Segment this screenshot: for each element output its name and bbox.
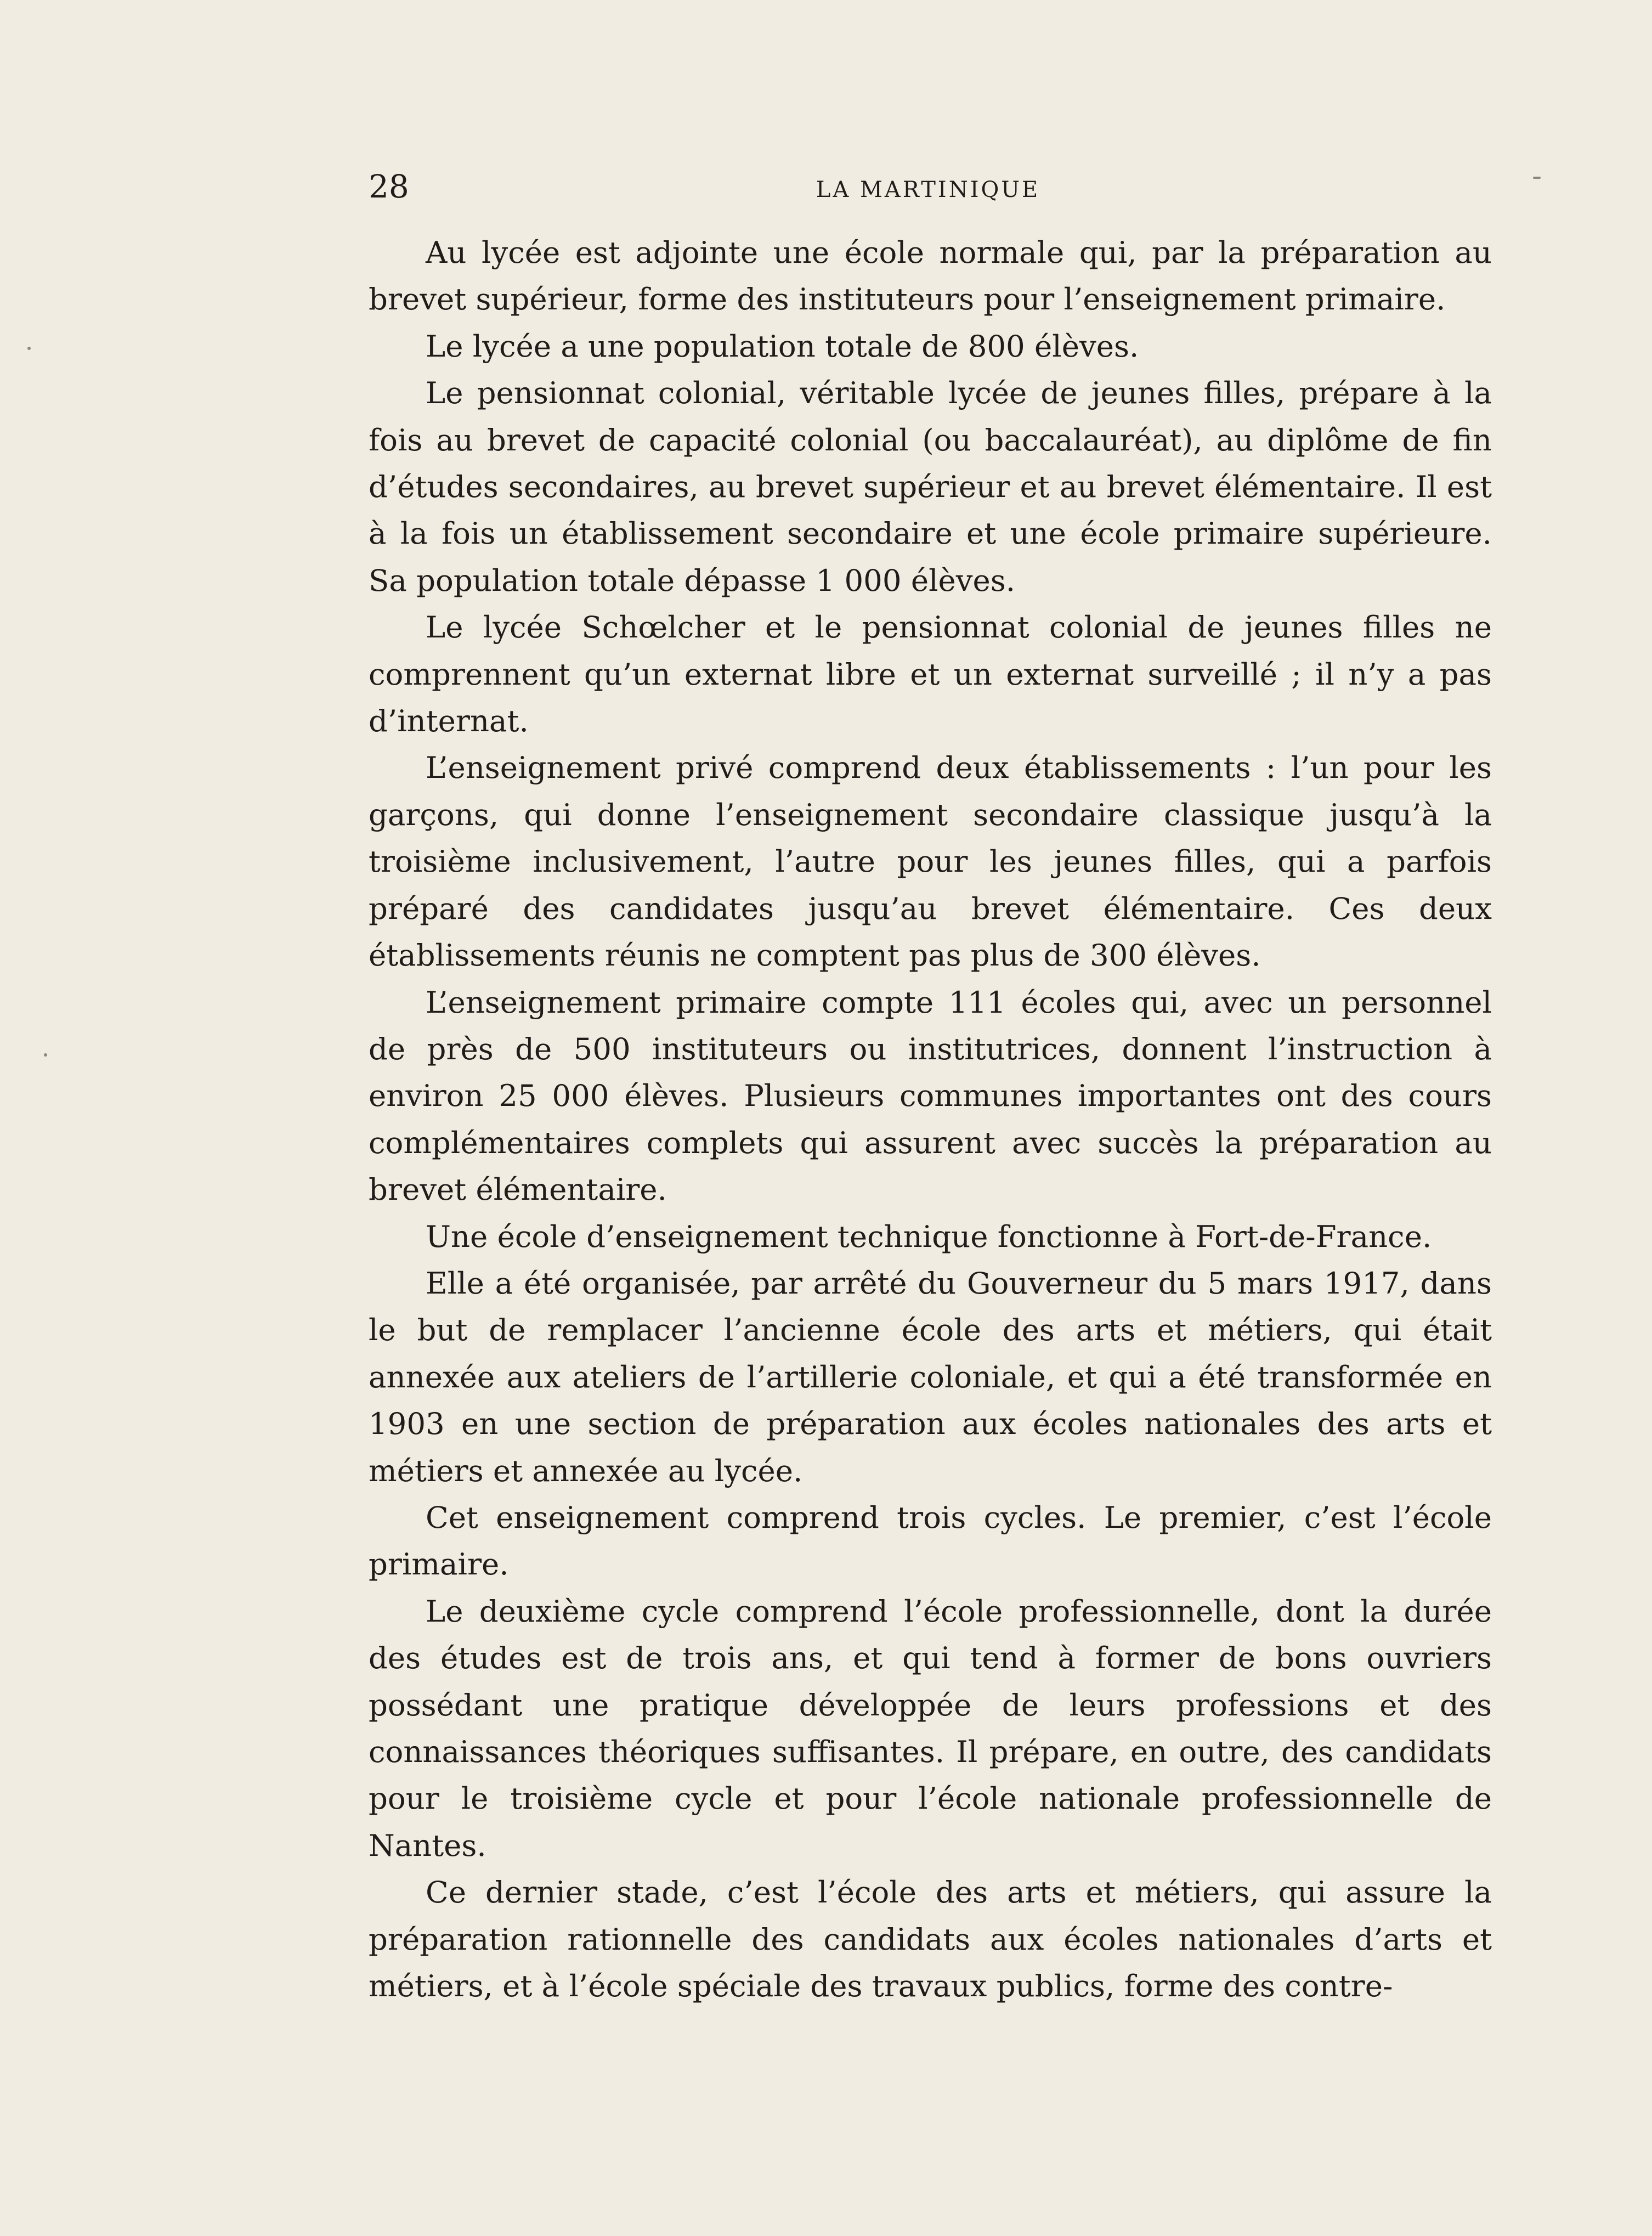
paper-speck xyxy=(27,347,31,350)
page-number: 28 xyxy=(369,168,409,205)
paper-speck xyxy=(1533,177,1541,179)
page-body xyxy=(369,229,1492,2009)
paragraph: Le lycée a une population totale de 800 élèves. xyxy=(426,328,1139,364)
paragraph: Le pensionnat colonial, véritable lycée de jeunes filles, prépare à la fois au brevet de capacité colonial (ou baccalauréat), au diplôme de fin d’études secondaires, au brevet supérieur et au brevet élémentaire. Il est à la fois un établissement secondaire et une école primaire supérieure. Sa population totale dépasse 1 000 élèves. xyxy=(369,375,1492,598)
paragraph: Ce dernier stade, c’est l’école des arts et métiers, qui assure la préparation rationnelle des candidats aux écoles nationales d’arts et métiers, et à l’école spéciale des travaux publics, forme des contre- xyxy=(369,1874,1492,2004)
paragraph: Une école d’enseignement technique fonctionne à Fort-de-France. xyxy=(426,1218,1432,1254)
paragraph: L’enseignement primaire compte 111 écoles qui, avec un personnel de près de 500 instituteurs ou institutrices, donnent l’instruction à environ 25 000 élèves. Plusieurs communes importantes ont des cours complémentaires complets qui assurent avec succès la préparation au brevet élémentaire. xyxy=(369,984,1492,1207)
paragraph: Le lycée Schœlcher et le pensionnat colonial de jeunes filles ne comprennent qu’un externat libre et un externat surveillé ; il n’y a pas d’internat. xyxy=(369,609,1492,739)
running-title: LA MARTINIQUE xyxy=(816,177,1040,202)
paragraph: Cet enseignement comprend trois cycles. Le premier, c’est l’école primaire. xyxy=(369,1499,1492,1582)
page-header xyxy=(369,162,1492,211)
paragraph: Elle a été organisée, par arrêté du Gouverneur du 5 mars 1917, dans le but de remplacer l’ancienne école des arts et métiers, qui était annexée aux ateliers de l’artillerie coloniale, et qui a été transformée en 1903 en une section de préparation aux écoles nationales des arts et métiers et annexée au lycée. xyxy=(369,1265,1492,1488)
paper-speck xyxy=(44,1053,47,1057)
paragraph: L’enseignement privé comprend deux établissements : l’un pour les garçons, qui donne l’enseignement secondaire classique jusqu’à la troisième inclusivement, l’autre pour les jeunes filles, qui a parfois préparé des candidates jusqu’au brevet élémentaire. Ces deux établissements réunis ne comptent pas plus de 300 élèves. xyxy=(369,750,1492,973)
paragraph: Le deuxième cycle comprend l’école professionnelle, dont la durée des études est de trois ans, et qui tend à former de bons ouvriers possédant une pratique développée de leurs professions et des connaissances théoriques suffisantes. Il prépare, en outre, des candidats pour le troisième cycle et pour l’école nationale professionnelle de Nantes. xyxy=(369,1593,1492,1863)
paragraph: Au lycée est adjointe une école normale qui, par la préparation au brevet supérieur, forme des instituteurs pour l’enseignement primaire. xyxy=(369,235,1492,317)
